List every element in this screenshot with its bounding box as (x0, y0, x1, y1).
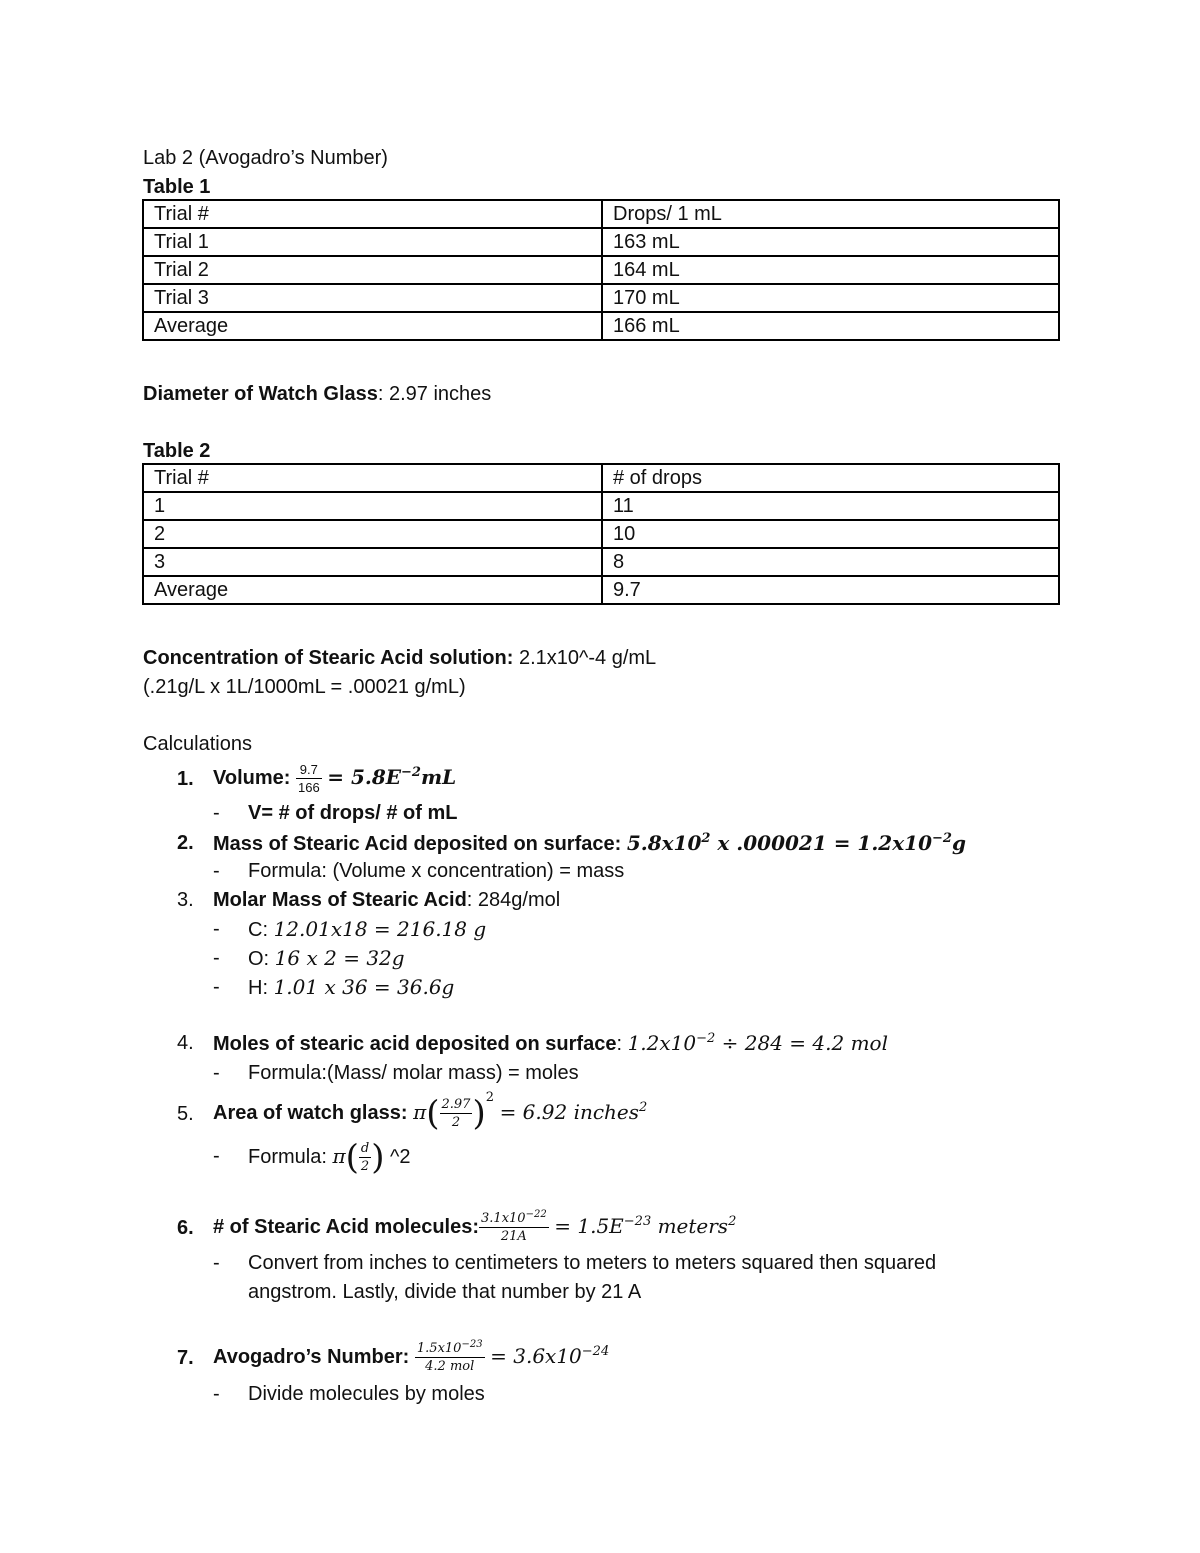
item-number: 5. (177, 1103, 194, 1125)
concentration-value: 2.1x10^-4 g/mL (513, 647, 657, 669)
table-header-row (143, 200, 1059, 228)
item-label: Volume: (213, 767, 291, 789)
sub-dash: - (213, 1383, 220, 1405)
table-header-cell: Trial # (143, 464, 602, 492)
diameter-line (143, 384, 491, 404)
numerator-text: 3.1x10 (481, 1211, 526, 1227)
numerator-exponent: −23 (461, 1339, 483, 1351)
volume-result (327, 765, 456, 789)
sub-text: V= # of drops/ # of mL (248, 802, 458, 824)
expr-exponent: −2 (931, 831, 952, 846)
sub-dash: - (213, 860, 220, 882)
fraction-denominator: 2 (451, 1115, 461, 1131)
result-exponent: −2 (401, 765, 421, 780)
table-cell: 3 (143, 548, 602, 576)
table-row (143, 256, 1059, 284)
item-number: 3. (177, 889, 194, 911)
sub-prefix: C: (248, 919, 274, 941)
numerator-text: 1.5x10 (416, 1341, 462, 1357)
calculations-heading: Calculations (143, 733, 252, 755)
sub-text (248, 948, 405, 969)
expr-text: x .000021 = 1.2x10 (710, 831, 932, 855)
numerator-exponent: −22 (525, 1209, 547, 1221)
diameter-value: : 2.97 inches (377, 383, 492, 405)
sub-prefix: O: (248, 948, 275, 970)
sub-dash: - (213, 802, 220, 824)
expr-text: 5.8x10 (626, 831, 702, 855)
result-exponent: −23 (623, 1214, 652, 1229)
calc-item-area (213, 1090, 647, 1136)
open-paren: ( (345, 1137, 359, 1178)
fraction-numerator (415, 1339, 485, 1358)
fraction-denominator: 21A (500, 1229, 527, 1245)
sub-dash: - (213, 976, 220, 998)
table-header-row (143, 464, 1059, 492)
fraction-denominator: 2 (360, 1159, 370, 1175)
calc-item-avogadro (213, 1334, 609, 1379)
expr-text: ÷ 284 = 4.2 mol (715, 1031, 888, 1055)
table-cell: 9.7 (602, 576, 1059, 604)
sub-text (248, 977, 454, 998)
sub-prefix: Formula: (248, 1146, 333, 1168)
sub-text: Convert from inches to centimeters to meters to meters squared then squared (248, 1252, 937, 1274)
expr-unit: g (951, 831, 966, 855)
sub-text (248, 919, 486, 940)
result-exponent: 2 (639, 1100, 648, 1115)
table-cell: 8 (602, 548, 1059, 576)
sub-expression: 16 x 2 = 32g (274, 946, 405, 970)
table-header-cell: # of drops (602, 464, 1059, 492)
fraction-denominator: 166 (297, 780, 320, 796)
item-label: Avogadro’s Number: (213, 1346, 410, 1368)
sub-expression: 1.01 x 36 = 36.6g (273, 975, 455, 999)
document-title: Lab 2 (Avogadro’s Number) (143, 147, 388, 169)
concentration-label: Concentration of Stearic Acid solution: (143, 647, 514, 669)
item-label: Moles of stearic acid deposited on surface (213, 1033, 617, 1055)
calc-item-volume (213, 759, 456, 796)
sub-text: Formula:(Mass/ molar mass) = moles (248, 1062, 579, 1084)
calc-item-mass (213, 833, 966, 854)
item-number: 4. (177, 1032, 194, 1054)
table-cell: 11 (602, 492, 1059, 520)
item-number: 7. (177, 1347, 194, 1369)
expr-text: 1.2x10 (627, 1031, 697, 1055)
sub-text: Divide molecules by moles (248, 1383, 485, 1405)
table-header-cell: Trial # (143, 200, 602, 228)
result-text: = 5.8E (327, 765, 402, 789)
item-label: Mass of Stearic Acid deposited on surface: (213, 833, 622, 855)
calc-item-molecules (213, 1204, 736, 1249)
table-row (143, 576, 1059, 604)
table-cell: Average (143, 576, 602, 604)
table-row (143, 492, 1059, 520)
open-paren: ( (426, 1093, 440, 1134)
sub-prefix: H: (248, 977, 274, 999)
diameter-label: Diameter of Watch Glass (143, 383, 378, 405)
table-header-cell: Drops/ 1 mL (602, 200, 1059, 228)
table-cell: Average (143, 312, 602, 340)
table-row (143, 228, 1059, 256)
item-number: 2. (177, 832, 194, 854)
sub-text: Formula: (Volume x concentration) = mass (248, 860, 625, 882)
sub-suffix: ^2 (384, 1146, 411, 1168)
sub-expression: 12.01x18 = 216.18 g (273, 917, 487, 941)
calc-item-molar-mass (213, 890, 560, 910)
item-label: # of Stearic Acid molecules: (213, 1216, 480, 1238)
avogadro-fraction (415, 1339, 485, 1375)
result-text: = 6.92 inches (499, 1100, 640, 1124)
pi-symbol: π (332, 1144, 346, 1168)
area-result (500, 1100, 648, 1124)
concentration-note: (.21g/L x 1L/1000mL = .00021 g/mL) (143, 676, 466, 698)
item-number: 1. (177, 768, 194, 790)
fraction-numerator: 9.7 (296, 763, 322, 779)
calc-item-moles (213, 1033, 888, 1054)
fraction-numerator: 2.97 (441, 1097, 471, 1113)
sub-dash: - (213, 1145, 220, 1167)
table-cell: 163 mL (602, 228, 1059, 256)
result-text: = 3.6x10 (490, 1344, 582, 1368)
table1-caption: Table 1 (143, 176, 211, 198)
table-cell: 170 mL (602, 284, 1059, 312)
pi-symbol: π (413, 1100, 427, 1124)
table-row (143, 284, 1059, 312)
table-row (143, 548, 1059, 576)
table-cell: 1 (143, 492, 602, 520)
table-cell: 10 (602, 520, 1059, 548)
table-cell: 164 mL (602, 256, 1059, 284)
formula-fraction (359, 1142, 371, 1173)
table-cell: 2 (143, 520, 602, 548)
sub-text (248, 1134, 411, 1180)
item-value: : 284g/mol (466, 889, 561, 911)
table-cell: Trial 1 (143, 228, 602, 256)
molecules-fraction (479, 1209, 549, 1245)
power-exponent: 2 (485, 1090, 494, 1105)
result-text: = 1.5E (554, 1214, 624, 1238)
expr-exponent: −2 (696, 1031, 716, 1046)
table2 (142, 463, 1060, 605)
avogadro-result (490, 1344, 609, 1368)
result-unit: mL (420, 765, 457, 789)
volume-fraction (296, 763, 322, 794)
table-row (143, 520, 1059, 548)
sub-dash: - (213, 918, 220, 940)
fraction-denominator: 4.2 mol (425, 1359, 475, 1375)
item-label: Molar Mass of Stearic Acid (213, 889, 467, 911)
table1 (142, 199, 1060, 341)
table-cell: 166 mL (602, 312, 1059, 340)
result-unit: meters (651, 1214, 729, 1238)
sub-text-continued: angstrom. Lastly, divide that number by 21 A (248, 1281, 642, 1303)
table-row (143, 312, 1059, 340)
item-separator: : (616, 1033, 628, 1055)
fraction-numerator (479, 1209, 549, 1228)
sub-dash: - (213, 1062, 220, 1084)
fraction-numerator: d (360, 1141, 370, 1157)
concentration-line (143, 648, 656, 668)
item-number: 6. (177, 1217, 194, 1239)
result-unit-exponent: 2 (728, 1214, 737, 1229)
mass-expression (627, 831, 966, 855)
sub-dash: - (213, 1252, 220, 1274)
expr-exponent: 2 (701, 831, 711, 846)
item-label: Area of watch glass: (213, 1102, 408, 1124)
sub-dash: - (213, 947, 220, 969)
table-cell: Trial 2 (143, 256, 602, 284)
area-fraction (440, 1098, 473, 1129)
table-cell: Trial 3 (143, 284, 602, 312)
molecules-result (554, 1214, 736, 1238)
result-exponent: −24 (581, 1344, 610, 1359)
moles-expression (628, 1031, 888, 1055)
close-paren: ) (371, 1137, 385, 1178)
close-paren: ) (472, 1093, 486, 1134)
table2-caption: Table 2 (143, 440, 211, 462)
